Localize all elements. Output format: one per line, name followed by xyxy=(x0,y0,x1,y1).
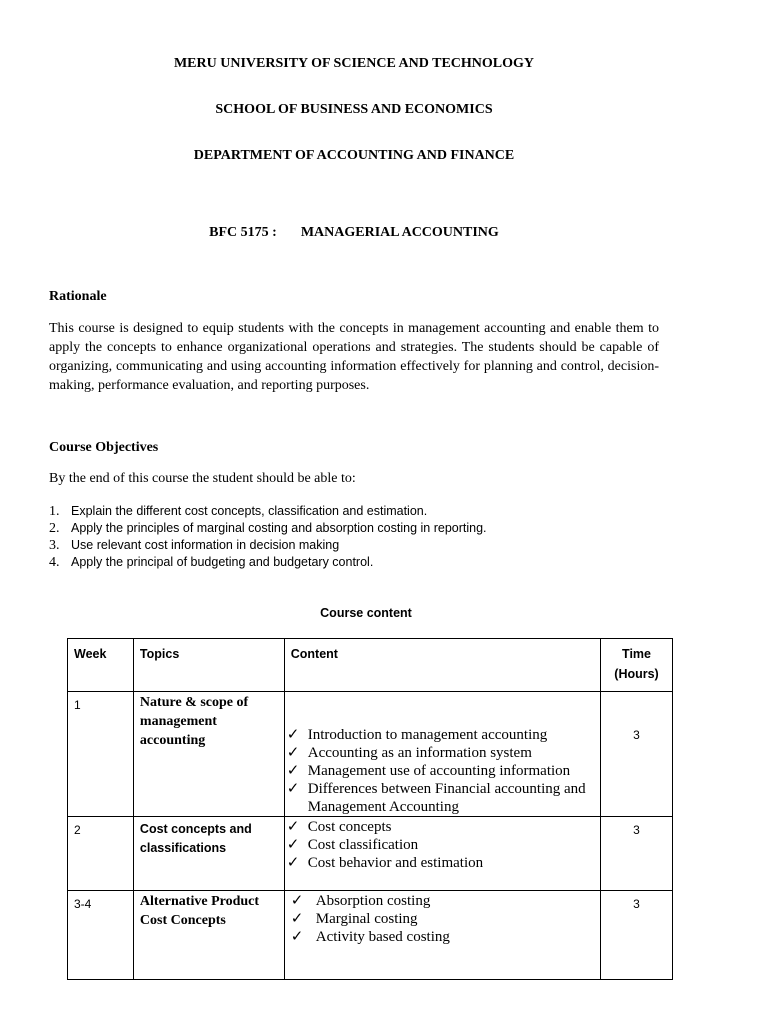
content-list xyxy=(285,892,600,946)
checkmark-icon: ✓ xyxy=(286,745,300,761)
objective-text: Apply the principles of marginal costing and absorption costing in reporting. xyxy=(71,521,487,535)
objective-text: Apply the principal of budgeting and budgetary control. xyxy=(71,555,374,569)
objective-item xyxy=(49,554,487,571)
week-cell: 1 xyxy=(68,692,134,817)
course-content-caption: Course content xyxy=(320,606,412,620)
topic-cell: Nature & scope of management accounting xyxy=(133,692,284,817)
checkmark-icon: ✓ xyxy=(290,893,304,909)
list-item xyxy=(287,910,600,928)
week-cell: 3-4 xyxy=(68,891,134,980)
checkmark-icon: ✓ xyxy=(286,727,300,743)
content-item-text: Absorption costing xyxy=(315,893,431,909)
list-item xyxy=(287,854,600,872)
list-item xyxy=(287,762,600,780)
topic-cell: Cost concepts and classifications xyxy=(133,817,284,891)
list-item xyxy=(287,892,600,910)
checkmark-icon: ✓ xyxy=(286,781,300,797)
objectives-heading: Course Objectives xyxy=(49,440,159,455)
objective-text: Use relevant cost information in decision making xyxy=(71,538,340,552)
checkmark-icon: ✓ xyxy=(290,911,304,927)
department-title: DEPARTMENT OF ACCOUNTING AND FINANCE xyxy=(193,148,515,163)
course-content-table xyxy=(67,638,673,980)
content-cell xyxy=(284,891,600,980)
content-item-text: Introduction to management accounting xyxy=(307,727,548,743)
content-item-text: Management use of accounting information xyxy=(307,763,571,779)
checkmark-icon: ✓ xyxy=(290,929,304,945)
checkmark-icon: ✓ xyxy=(286,855,300,871)
university-title: MERU UNIVERSITY OF SCIENCE AND TECHNOLOGY xyxy=(173,56,535,71)
school-title: SCHOOL OF BUSINESS AND ECONOMICS xyxy=(215,102,493,117)
checkmark-icon: ✓ xyxy=(286,819,300,835)
content-item-text: Marginal costing xyxy=(315,911,418,927)
objective-item xyxy=(49,503,487,520)
objective-text: Explain the different cost concepts, classification and estimation. xyxy=(71,504,428,518)
list-item xyxy=(287,780,600,816)
time-cell: 3 xyxy=(601,891,673,980)
content-list xyxy=(285,818,600,872)
objective-number: 1. xyxy=(49,504,60,519)
content-item-text: Cost behavior and estimation xyxy=(307,855,484,871)
topic-cell: Alternative Product Cost Concepts xyxy=(133,891,284,980)
table-header-row xyxy=(68,639,673,692)
content-list xyxy=(285,726,600,816)
content-item-text: Cost classification xyxy=(307,837,419,853)
list-item xyxy=(287,836,600,854)
rationale-heading: Rationale xyxy=(49,289,107,304)
column-header-content: Content xyxy=(284,639,600,692)
checkmark-icon: ✓ xyxy=(286,837,300,853)
time-cell: 3 xyxy=(601,817,673,891)
objectives-list xyxy=(49,503,487,571)
list-item xyxy=(287,744,600,762)
week-cell: 2 xyxy=(68,817,134,891)
column-header-topics: Topics xyxy=(133,639,284,692)
list-item xyxy=(287,818,600,836)
content-cell xyxy=(284,692,600,817)
table-row xyxy=(68,891,673,980)
list-item xyxy=(287,726,600,744)
list-item xyxy=(287,928,600,946)
course-title xyxy=(0,225,708,241)
time-header-line1: Time xyxy=(622,647,651,661)
column-header-week: Week xyxy=(68,639,134,692)
table-row xyxy=(68,817,673,891)
course-code: BFC 5175 : xyxy=(209,225,277,240)
content-item-text: Cost concepts xyxy=(307,819,392,835)
column-header-time xyxy=(601,639,673,692)
time-header-line2: (Hours) xyxy=(614,667,659,681)
time-cell: 3 xyxy=(601,692,673,817)
content-cell xyxy=(284,817,600,891)
content-item-text: Accounting as an information system xyxy=(307,745,532,761)
course-name: MANAGERIAL ACCOUNTING xyxy=(300,225,499,240)
table-row xyxy=(68,692,673,817)
objective-item xyxy=(49,537,487,554)
rationale-text: This course is designed to equip students with the concepts in management accounting and enable them to apply the concepts to enhance organizational operations and strategies. The students should be capable of organizing, communicating and using accounting information effectively for planning and control, decision-making, performance evaluation, and reporting purposes. xyxy=(49,321,659,393)
content-item-text: Differences between Financial accounting and Management Accounting xyxy=(307,781,586,815)
objectives-intro: By the end of this course the student should be able to: xyxy=(49,471,356,486)
objective-item xyxy=(49,520,487,537)
objective-number: 3. xyxy=(49,538,60,553)
objective-number: 4. xyxy=(49,555,60,570)
content-item-text: Activity based costing xyxy=(315,929,450,945)
checkmark-icon: ✓ xyxy=(286,763,300,779)
objective-number: 2. xyxy=(49,521,60,536)
